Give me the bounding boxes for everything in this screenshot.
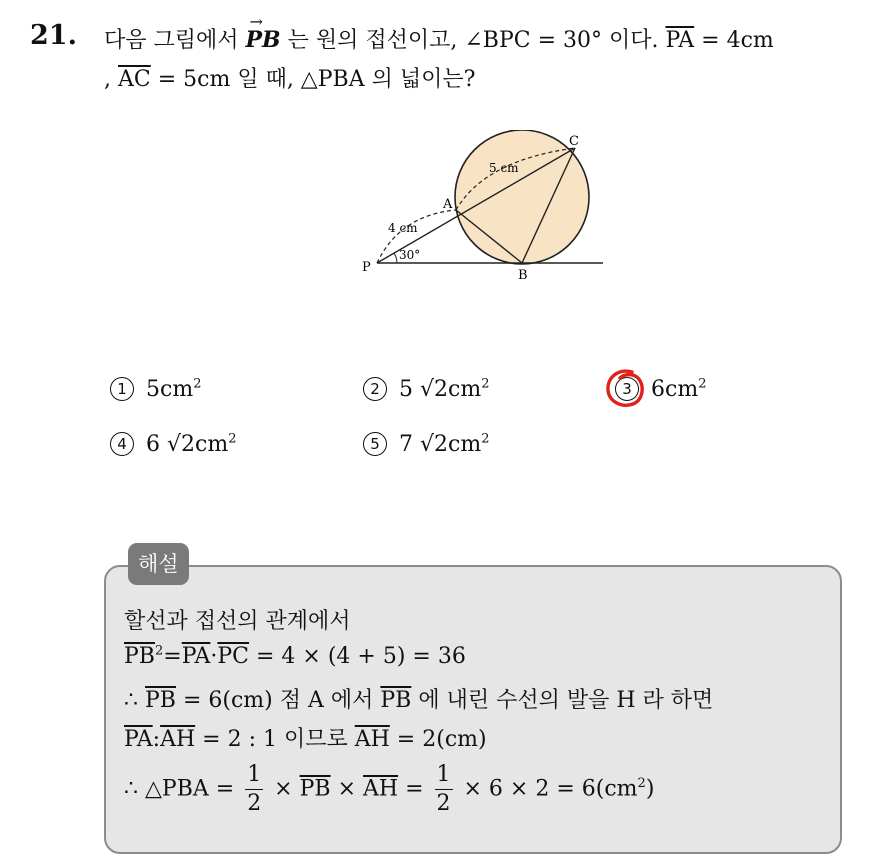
therefore-symbol: ∴ bbox=[124, 688, 145, 713]
segment-pc: $\overline{PC}$ bbox=[217, 644, 250, 669]
solution-text: = 4 × (4 + 5) = 36 bbox=[249, 644, 466, 669]
question-text: 다음 그림에서 bbox=[104, 28, 246, 53]
solution-line-1: 할선과 접선의 관계에서 bbox=[124, 609, 351, 634]
question-line-1 bbox=[104, 23, 774, 54]
segment-pb: $\overline{PB}$ bbox=[124, 644, 155, 669]
tangent-circle bbox=[455, 130, 589, 264]
choice-1[interactable] bbox=[110, 377, 201, 402]
segment-ah: $\overline{AH}$ bbox=[354, 727, 390, 752]
denominator: 2 bbox=[436, 791, 451, 816]
length-pa: 4 cm bbox=[388, 221, 418, 235]
length-ac: 5 cm bbox=[489, 161, 519, 175]
equals: = bbox=[398, 776, 431, 802]
segment-ac: $\overline{AC}$ bbox=[118, 67, 151, 92]
solution-text: ∴ △PBA = bbox=[124, 776, 242, 802]
question-text: 는 원의 접선이고, ∠BPC = 30° 이다. bbox=[280, 28, 666, 53]
dot: · bbox=[210, 644, 218, 669]
solution-tag: 해설 bbox=[128, 543, 189, 585]
solution-text: ) bbox=[645, 776, 655, 802]
exponent: 2 bbox=[154, 643, 164, 659]
segment-pb: $\overline{PB}$ bbox=[380, 688, 412, 713]
choice-2[interactable] bbox=[363, 377, 489, 402]
choice-number: 2 bbox=[363, 377, 387, 401]
choice-value: 7 √2cm bbox=[399, 432, 482, 457]
segment-pa: $\overline{PA}$ bbox=[181, 644, 211, 669]
choice-number: 3 bbox=[615, 377, 639, 401]
label-b: B bbox=[518, 268, 528, 283]
choice-exponent: 2 bbox=[698, 376, 707, 392]
choice-value: 6cm bbox=[651, 377, 699, 402]
choice-number: 5 bbox=[363, 432, 387, 456]
exponent: 2 bbox=[637, 776, 646, 792]
times: × bbox=[267, 776, 300, 802]
choice-value: 5cm bbox=[146, 377, 194, 402]
choice-4[interactable] bbox=[110, 432, 236, 457]
segment-pb: $\overline{PB}$ bbox=[145, 688, 176, 713]
denominator: 2 bbox=[247, 791, 262, 816]
solution-text: = 2(cm) bbox=[389, 727, 487, 752]
numerator: 1 bbox=[435, 764, 453, 790]
segment-pa: $\overline{PA}$ bbox=[665, 28, 695, 53]
segment-pa: $\overline{PA}$ bbox=[124, 727, 153, 752]
vector-pb: → PB bbox=[246, 27, 281, 53]
times: × bbox=[330, 776, 364, 802]
solution-text: 에 내린 수선의 발을 H 라 하면 bbox=[411, 688, 714, 713]
choice-exponent: 2 bbox=[228, 431, 237, 447]
choice-number: 1 bbox=[110, 377, 134, 401]
label-c: C bbox=[569, 134, 579, 149]
question-number: 21. bbox=[30, 20, 77, 51]
choice-exponent: 2 bbox=[193, 376, 202, 392]
question-text: = 4cm bbox=[694, 28, 774, 53]
question-line-2 bbox=[104, 62, 475, 93]
segment-ah: $\overline{AH}$ bbox=[363, 776, 399, 802]
solution-line-3 bbox=[124, 683, 713, 714]
segment-ah: $\overline{AH}$ bbox=[160, 727, 196, 752]
choice-exponent: 2 bbox=[481, 376, 490, 392]
solution-line-2 bbox=[124, 644, 466, 669]
segment-pb: $\overline{PB}$ bbox=[299, 776, 331, 802]
angle-arc bbox=[394, 253, 397, 263]
choice-value: 6 √2cm bbox=[146, 432, 229, 457]
choice-exponent: 2 bbox=[481, 431, 490, 447]
geometry-figure bbox=[355, 130, 615, 290]
label-a: A bbox=[443, 197, 453, 212]
answer-circle-mark bbox=[602, 366, 648, 412]
fraction-half bbox=[435, 764, 453, 815]
solution-text: × 6 × 2 = 6(cm bbox=[456, 776, 638, 802]
label-p: P bbox=[362, 260, 371, 275]
solution-text: = 6(cm) 점 A 에서 bbox=[175, 688, 381, 713]
solution-line-4 bbox=[124, 722, 487, 753]
colon: : bbox=[152, 727, 161, 752]
choice-number: 4 bbox=[110, 432, 134, 456]
fraction-half bbox=[245, 764, 263, 815]
choice-5[interactable] bbox=[363, 432, 489, 457]
numerator: 1 bbox=[245, 764, 263, 790]
question-text: = 5cm 일 때, △PBA 의 넓이는? bbox=[150, 67, 476, 92]
choice-value: 5 √2cm bbox=[399, 377, 482, 402]
question-text: , bbox=[104, 67, 118, 92]
solution-text: = 2 : 1 이므로 bbox=[195, 727, 355, 752]
equals: = bbox=[163, 644, 182, 669]
solution-line-5 bbox=[124, 764, 654, 815]
angle-label: 30° bbox=[399, 248, 421, 262]
